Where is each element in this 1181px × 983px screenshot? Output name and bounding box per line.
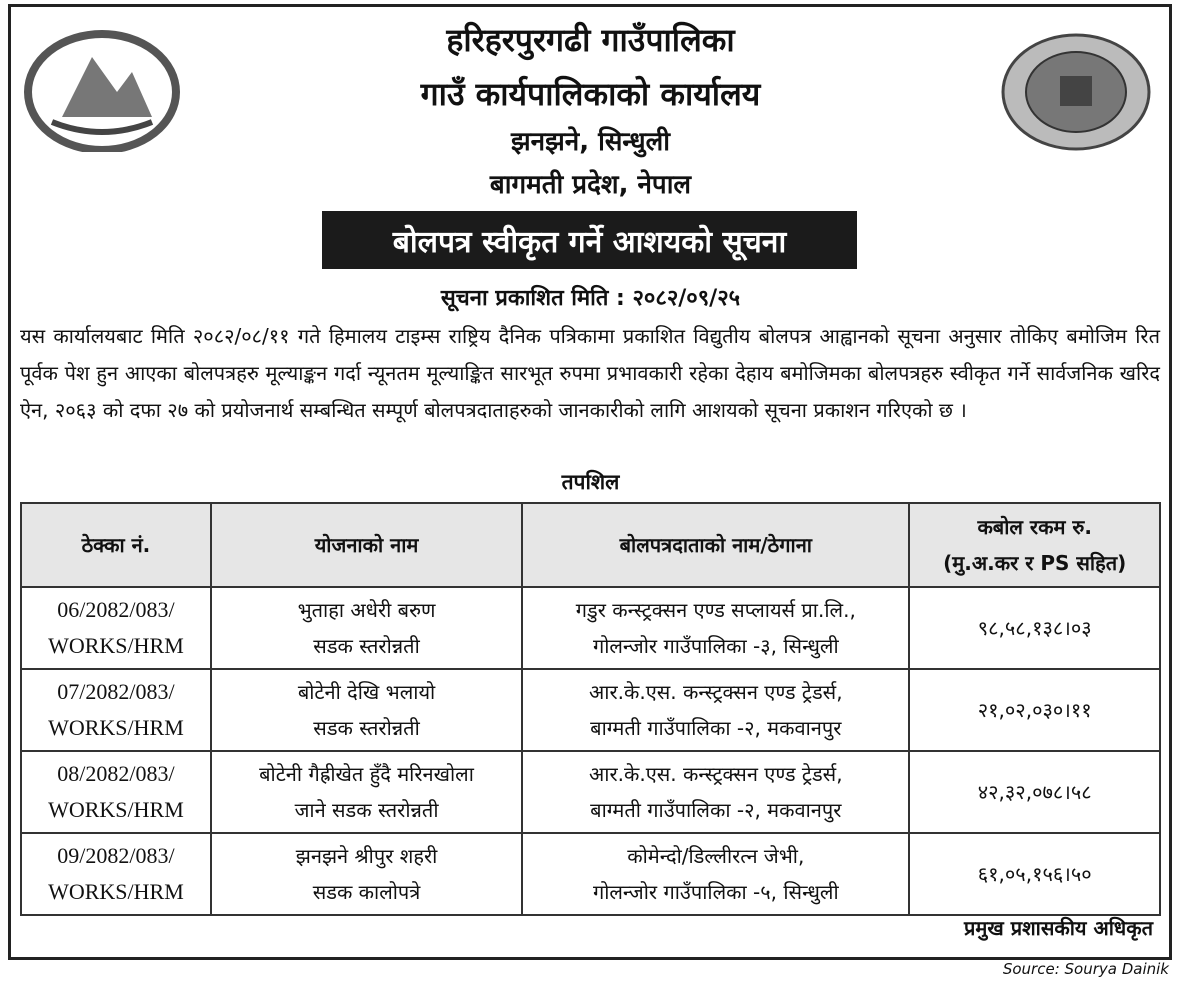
table-row [21,833,1160,915]
contract-number-line: 09/2082/083/ [57,843,175,868]
project-name [211,669,522,751]
contract-number [21,587,211,669]
contract-number-line: WORKS/HRM [48,633,184,658]
project-name-line: भुताहा अधेरी बरुण [297,598,436,622]
header-project-name: योजनाको नाम [211,503,522,587]
bidder-name-address [522,751,909,833]
contract-number [21,833,211,915]
project-name-line: सडक स्तरोन्नती [313,716,420,740]
table-row [21,751,1160,833]
bid-amount [909,833,1160,915]
project-name [211,587,522,669]
office-name: गाउँ कार्यपालिकाको कार्यालय [420,75,761,113]
header-amount-line2: (मु.अ.कर र PS सहित) [943,551,1127,575]
bid-amount-line: ४२,३२,०७८।५८ [977,780,1092,804]
table-header-row [21,503,1160,587]
bidder-name-address-line: कोमेन्दो/डिल्लीरत्न जेभी, [627,844,805,868]
bidder-name-address [522,669,909,751]
bidder-name-address [522,587,909,669]
project-name-line: झनझने श्रीपुर शहरी [295,844,438,868]
bid-table [20,502,1161,916]
bidder-name-address-line: गोलन्जोर गाउँपालिका -५, सिन्धुली [592,880,839,904]
header-amount-line1: कबोल रकम रु. [977,515,1092,539]
project-name-line: सडक कालोपत्रे [312,880,421,904]
header-amount [909,503,1160,587]
bid-amount [909,587,1160,669]
bid-amount [909,751,1160,833]
project-name [211,751,522,833]
project-name-line: बोटेनी गैह्रीखेत हुँदै मरिनखोला [259,762,474,786]
bidder-name-address-line: आर.के.एस. कन्स्ट्रक्सन एण्ड ट्रेडर्स, [589,762,843,786]
contract-number [21,751,211,833]
signatory: प्रमुख प्रशासकीय अधिकृत [964,916,1153,940]
header-bidder: बोलपत्रदाताको नाम/ठेगाना [522,503,909,587]
bidder-name-address-line: गडुर कन्स्ट्रक्सन एण्ड सप्लायर्स प्रा.लि., [575,598,856,622]
project-name-line: सडक स्तरोन्नती [313,634,420,658]
contract-number-line: WORKS/HRM [48,715,184,740]
bidder-name-address-line: बाग्मती गाउँपालिका -२, मकवानपुर [590,716,842,740]
office-province: बागमती प्रदेश, नेपाल [489,170,692,200]
contract-number-line: 08/2082/083/ [57,761,175,786]
office-location: झनझने, सिन्धुली [511,127,670,157]
municipality-name: हरिहरपुरगढी गाउँपालिका [446,21,735,59]
project-name-line: जाने सडक स्तरोन्नती [294,798,439,822]
bidder-name-address-line: आर.के.एस. कन्स्ट्रक्सन एण्ड ट्रेडर्स, [589,680,843,704]
contract-number-line: WORKS/HRM [48,879,184,904]
contract-number-line: WORKS/HRM [48,797,184,822]
table-row [21,587,1160,669]
published-date: सूचना प्रकाशित मिति : २०८२/०९/२५ [440,286,741,311]
bidder-name-address [522,833,909,915]
source-credit: Source: Sourya Dainik [1002,960,1169,978]
bid-amount-line: ९८,५८,१३८।०३ [977,616,1092,640]
bidder-name-address-line: गोलन्जोर गाउँपालिका -३, सिन्धुली [592,634,839,658]
header-contract-no: ठेक्का नं. [21,503,211,587]
contract-number [21,669,211,751]
contract-number-line: 07/2082/083/ [57,679,175,704]
schedule-label: तपशिल [561,470,620,494]
notice-title: बोलपत्र स्वीकृत गर्ने आशयको सूचना [322,211,857,269]
contract-number-line: 06/2082/083/ [57,597,175,622]
project-name [211,833,522,915]
notice-body: यस कार्यालयबाट मिति २०८२/०८/११ गते हिमालय टाइम्स राष्ट्रिय दैनिक पत्रिकामा प्रकाशित विद्युतीय बोलपत्र आह्वानको सूचना अनुसार तोकिए बमोजिम रित पूर्वक पेश हुन आएका बोलपत्रहरु मूल्याङ्कन गर्दा न्यूनतम मूल्याङ्कित सारभूत रुपमा प्रभावकारी रहेका देहाय बमोजिमका बोलपत्रहरु स्वीकृत गर्ने सार्वजनिक खरिद ऐन, २०६३ को दफा २७ को प्रयोजनार्थ सम्बन्धित सम्पूर्ण बोलपत्रदाताहरुको जानकारीको लागि आशयको सूचना प्रकाशन गरिएको छ । [20,324,1160,422]
bid-amount-line: २१,०२,०३०।११ [977,698,1092,722]
bid-amount [909,669,1160,751]
table-row [21,669,1160,751]
project-name-line: बोटेनी देखि भलायो [297,680,436,704]
bidder-name-address-line: बाग्मती गाउँपालिका -२, मकवानपुर [590,798,842,822]
bid-amount-line: ६१,०५,१५६।५० [977,862,1092,886]
